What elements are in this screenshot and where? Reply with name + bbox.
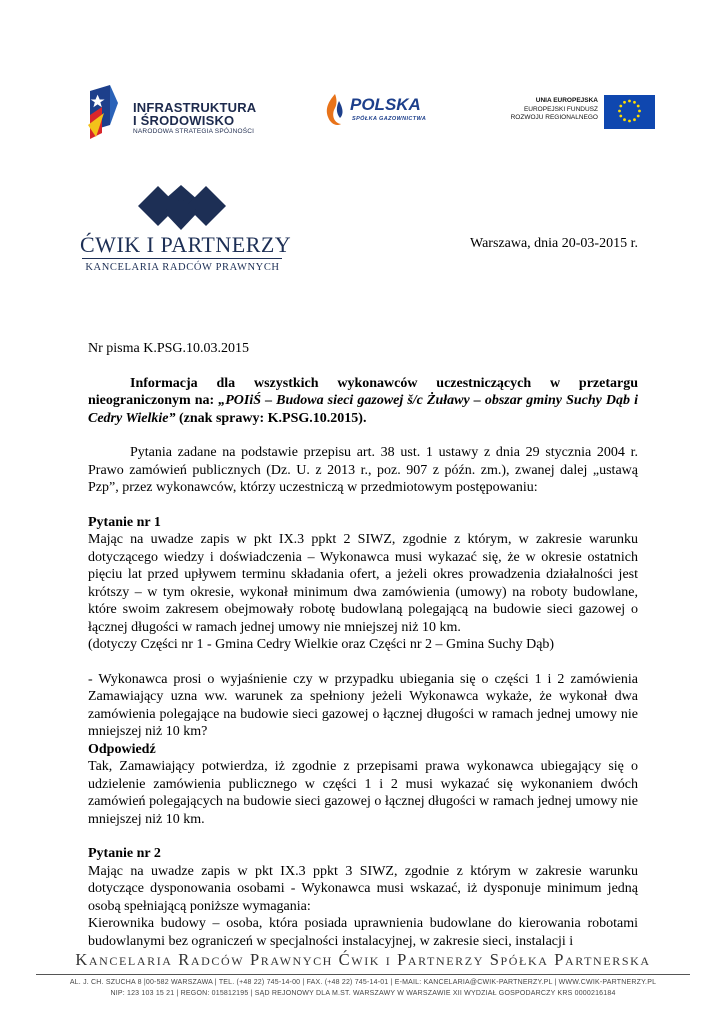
question-1-body: Mając na uwadze zapis w pkt IX.3 ppkt 2 SIWZ, zgodnie z którym, w zakresie warunku dotyczącego wiedzy i doświadczenia – Wykonawca musi wykazać się, że w okresie ostatnich pięciu lat przed upływem terminu składania ofert, a jeżeli okres prowadzenia działalności jest krótszy – w tym okresie, wykonał minimum dwa zamówienia (umowy) na roboty budowlane, które swoim zakresem obejmowały robotę budowlaną polegającą na budowie sieci gazowej o łącznej długości w ramach jednej umowy nie mniejszej niż 10 km. xyxy=(88,532,638,635)
flame-icon xyxy=(322,93,348,129)
footer-divider xyxy=(36,974,690,975)
eu-flag-icon xyxy=(604,95,655,129)
firm-subtitle: KANCELARIA RADCÓW PRAWNYCH xyxy=(85,262,280,273)
eu-logo xyxy=(506,95,656,131)
firm-divider xyxy=(82,258,282,259)
psg-subtitle: SPÓŁKA GAZOWNICTWA xyxy=(352,116,427,122)
question-2-continuation: Kierownika budowy – osoba, która posiada uprawnienia budowlane do kierowania robotami budowlanymi bez ograniczeń w specjalności instalacyjnej, w zakresie sieci, instalacji i xyxy=(88,916,638,949)
letter-footer xyxy=(36,950,690,997)
infrastruktura-emblem-icon xyxy=(88,85,128,140)
question-1-heading: Pytanie nr 1 xyxy=(88,514,161,530)
question-1-request: - Wykonawca prosi o wyjaśnienie czy w przypadku ubiegania się o części 1 i 2 zamówienia Zamawiający uzna ww. warunek za spełniony jeżeli Wykonawca wykaże, że wykonał dwa zamówienia polegające na budowie sieci gazowej o łącznej długości w ramach jednej umowy nie mniejszej niż 10 km? xyxy=(88,671,638,739)
letter-subject: Informacja dla wszystkich wykonawców uczestniczących w przetargu nieograniczonym na: „POIiŚ – Budowa sieci gazowej š/c Żuławy – obszar gminy Suchy Dąb i Cedry Wielkie” (znak sprawy: K.PSG.10.2015). xyxy=(88,375,638,426)
firm-logo xyxy=(80,184,292,279)
question-1-scope: (dotyczy Części nr 1 - Gmina Cedry Wielkie oraz Części nr 2 – Gmina Suchy Dąb) xyxy=(88,637,555,652)
letter-date: Warszawa, dnia 20-03-2015 r. xyxy=(470,236,638,251)
firm-name: ĆWIK I PARTNERZY xyxy=(80,232,292,257)
answer-1-body: Tak, Zamawiający potwierdza, iż zgodnie z przepisami prawa wykonawca ubiegający się o udzielenie zamówienia publicznego w części 1 i 2 musi wykazać się wykonaniem dwóch zamówień polegających na budowie sieci gazowej o łącznej długości w ramach jednej umowy nie mniejszej niż 10 km. xyxy=(88,759,638,827)
infrastruktura-title: INFRASTRUKTURA I ŚRODOWISKO xyxy=(133,100,257,128)
header-logos xyxy=(0,80,725,140)
footer-firm-title: Kancelaria Radców Prawnych Ćwik i Partnerzy Spółka Partnerska xyxy=(75,950,651,969)
question-2-heading: Pytanie nr 2 xyxy=(88,846,161,861)
letter-number: Nr pisma K.PSG.10.03.2015 xyxy=(88,341,250,356)
footer-registry: NIP: 123 103 15 21 | REGON: 015812195 | SĄD REJONOWY DLA M.ST. WARSZAWY W WARSZAWIE XII WYDZIAŁ GOSPODARCZY KRS 0000216184 xyxy=(110,990,616,997)
question-2-body: Mając na uwadze zapis w pkt IX.3 ppkt 3 SIWZ, zgodnie z którym w zakresie warunku dotyczące dysponowania osobami - Wykonawca musi wskazać, iż dysponuje minimum jedną osobą spełniającą poniższe wymagania: xyxy=(88,863,638,914)
answer-1-heading: Odpowiedź xyxy=(88,741,156,757)
infrastruktura-logo xyxy=(88,85,268,140)
intro-paragraph: Pytania zadane na podstawie przepisu art. 38 ust. 1 ustawy z dnia 29 stycznia 2004 r. Prawo zamówień publicznych (Dz. U. z 2013 r., poz. 907 z późn. zm.), zwanej dalej „ustawą Pzp”, przez wykonawców, którzy uczestniczą w przedmiotowym postępowaniu: xyxy=(88,445,638,495)
letter-body xyxy=(88,340,638,950)
eu-text: UNIA EUROPEJSKA EUROPEJSKI FUNDUSZ ROZWOJU REGIONALNEGO xyxy=(510,97,598,121)
mountains-icon xyxy=(80,184,285,232)
infrastruktura-subtitle: NARODOWA STRATEGIA SPÓJNOŚCI xyxy=(133,128,255,135)
footer-address: AL. J. CH. SZUCHA 8 |00-582 WARSZAWA | TEL. (+48 22) 745-14-00 | FAX. (+48 22) 745-14-01 | E-MAIL: KANCELARIA@CWIK-PARTNERZY.PL | WWW.CWIK-PARTNERZY.PL xyxy=(69,979,657,986)
psg-logo xyxy=(322,93,442,133)
psg-name: POLSKA xyxy=(350,95,421,114)
